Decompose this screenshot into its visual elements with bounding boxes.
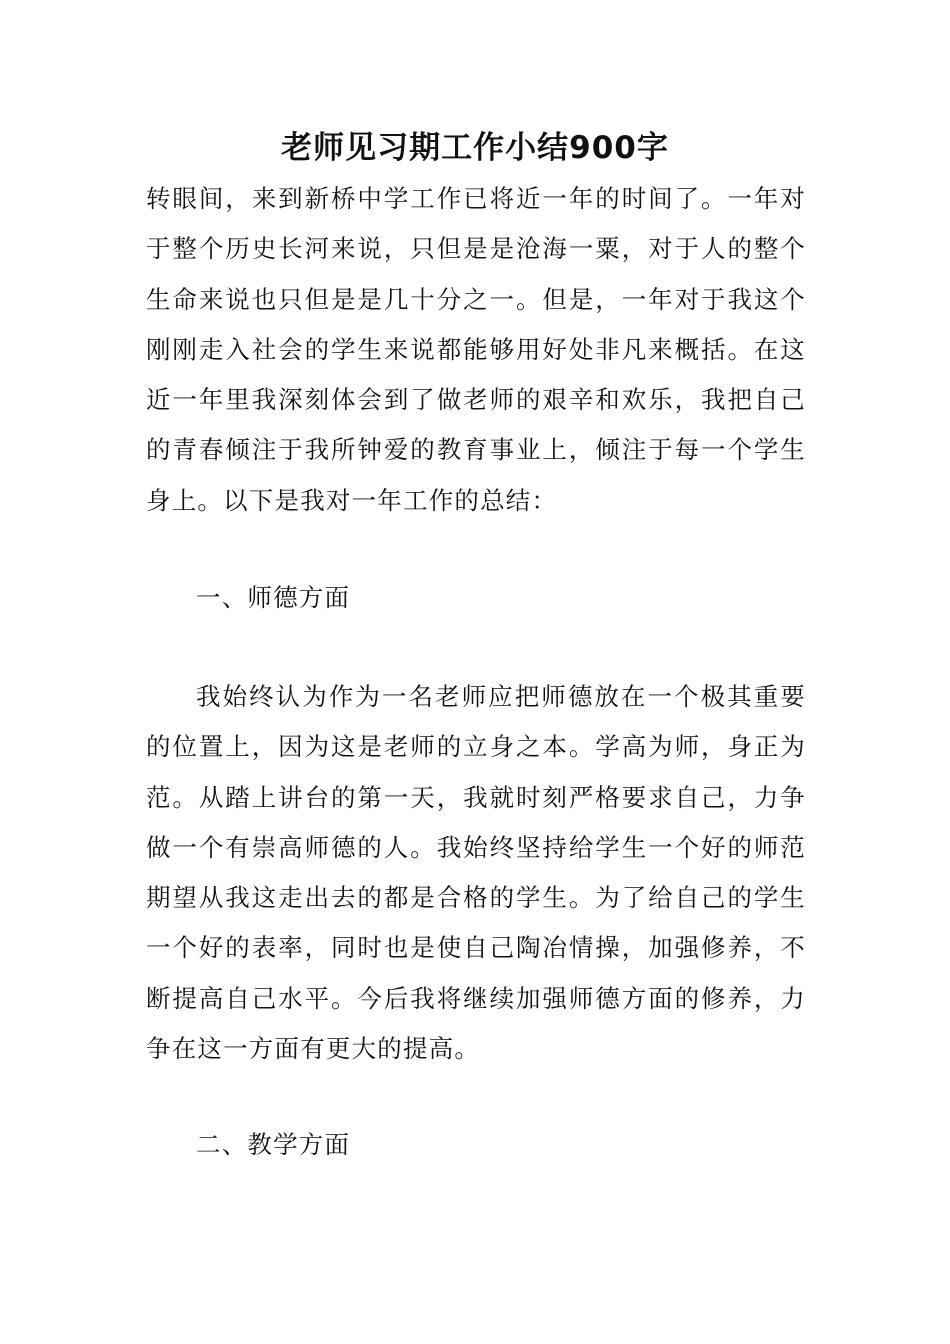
ethics-paragraph: 我始终认为作为一名老师应把师德放在一个极其重要的位置上，因为这是老师的立身之本。学高为师，身正为范。从踏上讲台的第一天，我就时刻严格要求自己，力争做一个有崇高师德的人。我始终坚持给学生一个好的师范期望从我这走出去的都是合格的学生。为了给自己的学生一个好的表率，同时也是使自己陶冶情操，加强修养，不断提高自己水平。今后我将继续加强师德方面的修养，力争在这一方面有更大的提高。	[146, 682, 806, 1064]
section-heading-ethics: 一、师德方面	[196, 583, 351, 612]
document-title: 老师见习期工作小结900字	[281, 130, 669, 166]
section-heading-teaching: 二、教学方面	[196, 1130, 351, 1159]
intro-paragraph: 转眼间，来到新桥中学工作已将近一年的时间了。一年对于整个历史长河来说，只但是是沧海一粟，对于人的整个生命来说也只但是是几十分之一。但是，一年对于我这个刚刚走入社会的学生来说都能够用好处非凡来概括。在这近一年里我深刻体会到了做老师的艰辛和欢乐，我把自己的青春倾注于我所钟爱的教育事业上，倾注于每一个学生身上。以下是我对一年工作的总结：	[146, 184, 806, 515]
